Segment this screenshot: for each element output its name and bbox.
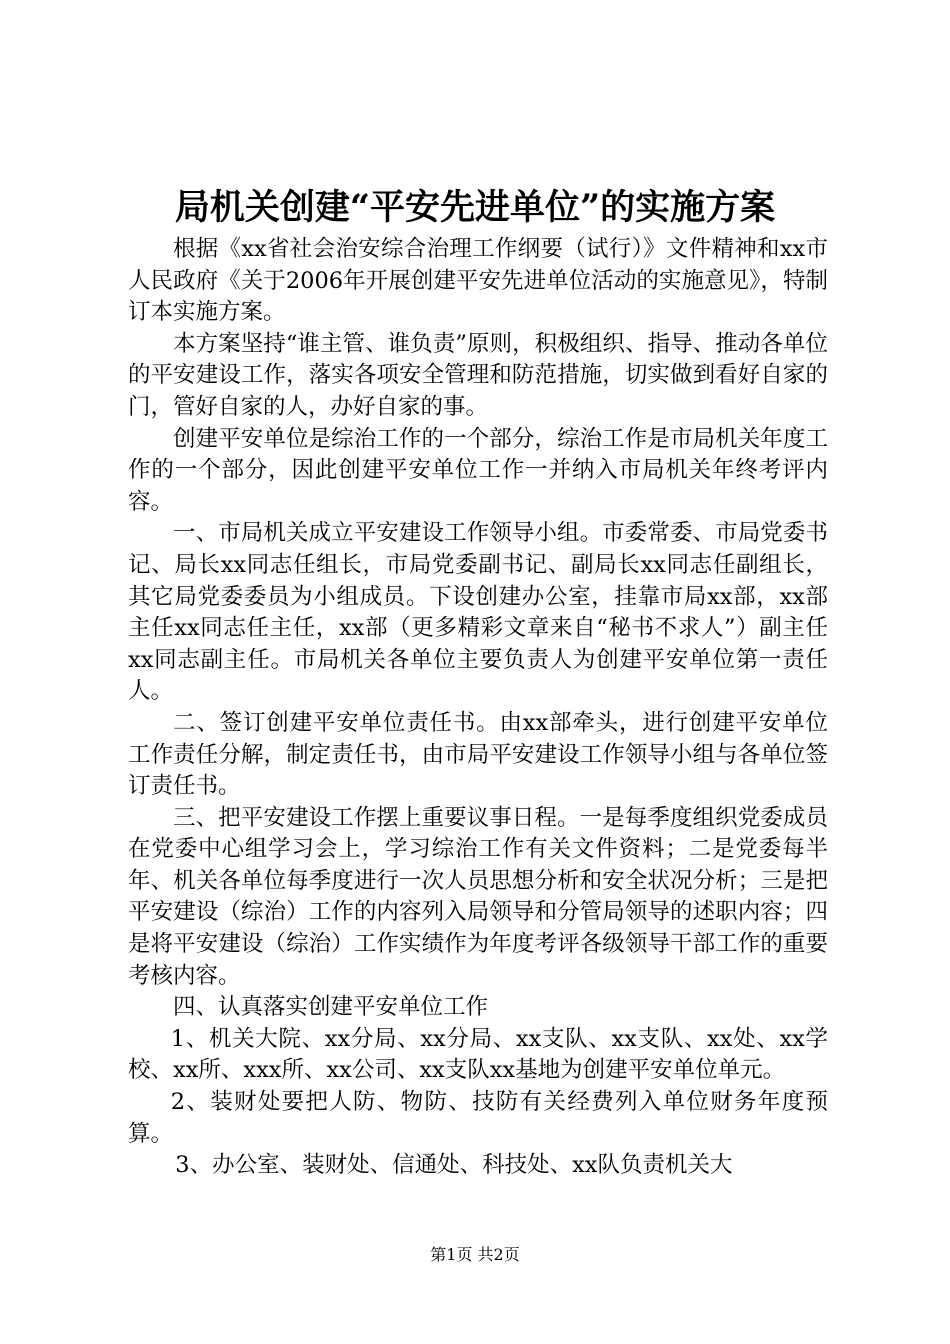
paragraph-evaluation: 创建平安单位是综治工作的一个部分，综治工作是市局机关年度工作的一个部分，因此创建平安单位工作一并纳入市局机关年终考评内容。	[128, 425, 828, 515]
page-footer: 第1页 共2页	[430, 1245, 520, 1264]
document-body	[128, 234, 828, 1182]
paragraph-section-1: 一、市局机关成立平安建设工作领导小组。市委常委、市局党委书记、局长xx同志任组长，市局党委副书记、副局长xx同志任副组长，其它局党委委员为小组成员。下设创建办公室，挂靠市局xx部，xx部主任xx同志任主任，xx部（更多精彩文章来自“秘书不求人”）副主任xx同志副主任。市局机关各单位主要负责人为创建平安单位第一责任人。	[128, 520, 828, 705]
list-item-3: 3、办公室、装财处、信通处、科技处、xx队负责机关大	[175, 1152, 733, 1179]
list-item-2: 2、装财处要把人防、物防、技防有关经费列入单位财务年度预算。	[128, 1089, 828, 1147]
paragraph-section-4-heading: 四、认真落实创建平安单位工作	[173, 994, 489, 1021]
list-item-1: 1、机关大院、xx分局、xx分局、xx支队、xx支队、xx处、xx学校、xx所、xxx所、xx公司、xx支队xx基地为创建平安单位单元。	[128, 1025, 828, 1084]
paragraph-principle: 本方案坚持“谁主管、谁负责”原则，积极组织、指导、推动各单位的平安建设工作，落实各项安全管理和防范措施，切实做到看好自家的门，管好自家的人，办好自家的事。	[128, 330, 828, 420]
paragraph-section-2: 二、签订创建平安单位责任书。由xx部牵头，进行创建平安单位工作责任分解，制定责任书，由市局平安建设工作领导小组与各单位签订责任书。	[128, 709, 828, 800]
paragraph-section-3: 三、把平安建设工作摆上重要议事日程。一是每季度组织党委成员在党委中心组学习会上，学习综治工作有关文件资料；二是党委每半年、机关各单位每季度进行一次人员思想分析和安全状况分析；三是把平安建设（综治）工作的内容列入局领导和分管局领导的述职内容；四是将平安建设（综治）工作实绩作为年度考评各级领导干部工作的重要考核内容。	[128, 804, 828, 989]
paragraph-intro: 根据《xx省社会治安综合治理工作纲要（试行）》文件精神和xx市人民政府《关于2006年开展创建平安先进单位活动的实施意见》，特制订本实施方案。	[128, 236, 828, 326]
document-title: 局机关创建“平安先进单位”的实施方案	[174, 187, 776, 228]
